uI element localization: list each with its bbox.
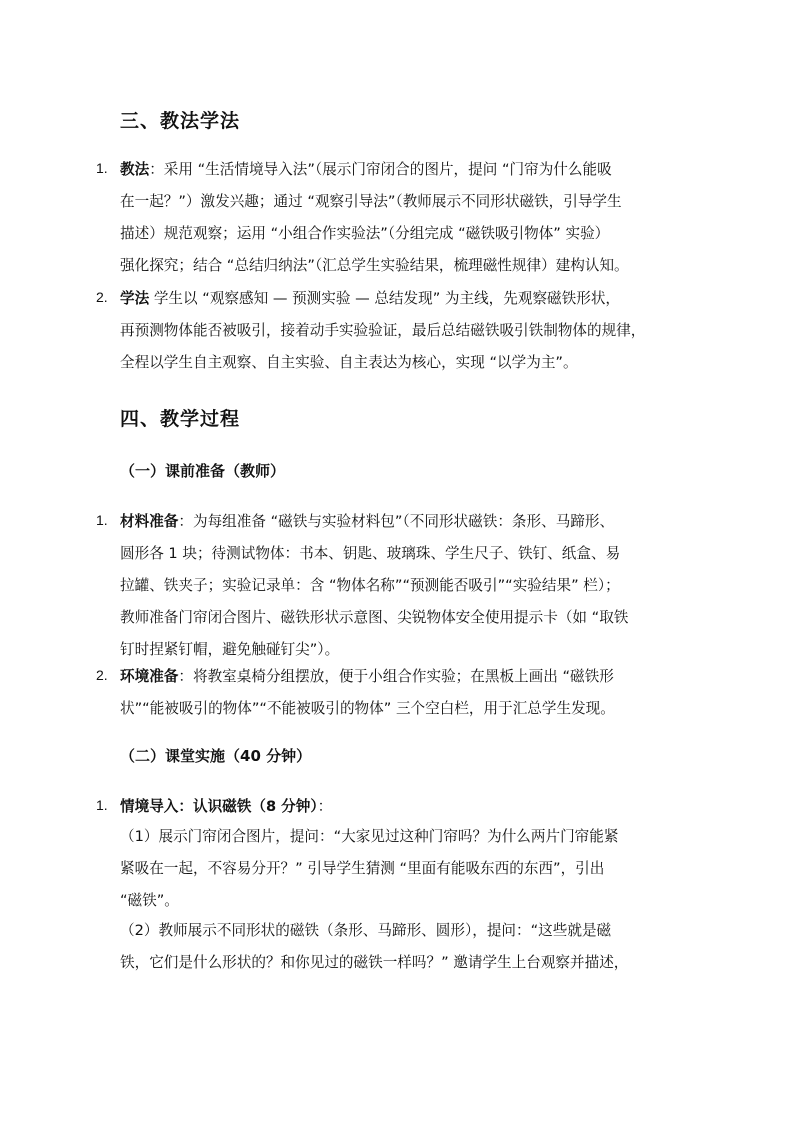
list-number: 2. [96,667,108,683]
item-label: 教法 [120,161,150,178]
item-label: 学法 [120,290,150,307]
list-number: 2. [96,289,108,305]
text-line: 钉时捏紧钉帽，避免触碰钉尖”）。 [120,641,340,658]
list-number: 1. [96,797,108,813]
item-label: 情境导入：认识磁铁（8 分钟） [120,798,318,815]
list-number: 1. [96,512,108,528]
text-line: “磁铁”。 [120,892,179,909]
text-line: 再预测物体能否被吸引，接着动手实验验证，最后总结磁铁吸引铁制物体的规律， [120,322,646,339]
text-line: 强化探究；结合 “总结归纳法”（汇总学生实验结果，梳理磁性规律）建构认知。 [120,257,629,274]
text-line: 教师准备门帘闭合图片、磁铁形状示意图、尖锐物体安全使用提示卡（如 “取铁 [120,609,629,626]
text-line: 铁，它们是什么形状的？和你见过的磁铁一样吗？” 邀请学生上台观察并描述， [120,954,629,971]
text-line: 拉罐、铁夹子；实验记录单：含 “物体名称”“预测能否吸引”“实验结果” 栏）； [120,577,620,594]
text-line: 在一起？”）激发兴趣；通过 “观察引导法”（教师展示不同形状磁铁，引导学生 [120,193,622,210]
list-number: 1. [96,160,108,176]
text-line: 学法 学生以 “观察感知 — 预测实验 — 总结发现” 为主线，先观察磁铁形状， [120,290,621,307]
text-line: （1）展示门帘闭合图片，提问：“大家见过这种门帘吗？为什么两片门帘能紧 [120,828,619,845]
text-line: 教法：采用 “生活情境导入法”（展示门帘闭合的图片，提问 “门帘为什么能吸 [120,161,612,178]
section-heading-teaching-process: 四、教学过程 [120,408,241,430]
text-line: 材料准备：为每组准备 “磁铁与实验材料包”（不同形状磁铁：条形、马蹄形、 [120,513,615,530]
subsection-heading-classroom: （二）课堂实施（40 分钟） [120,747,312,765]
section-heading-teaching-methods: 三、教法学法 [120,110,241,132]
item-label: 材料准备 [120,513,179,530]
text-line: 圆形各 1 块；待测试物体：书本、钥匙、玻璃珠、学生尺子、铁钉、纸盒、易 [120,545,621,562]
text-line: 状”“能被吸引的物体”“不能被吸引的物体” 三个空白栏，用于汇总学生发现。 [120,700,615,717]
text-line: 全程以学生自主观察、自主实验、自主表达为核心，实现 “以学为主”。 [120,354,578,371]
text-line: 紧吸在一起，不容易分开？” 引导学生猜测 “里面有能吸东西的东西”，引出 [120,860,605,877]
subsection-heading-preparation: （一）课前准备（教师） [120,462,286,480]
text-line: 描述）规范观察；运用 “小组合作实验法”（分组完成 “磁铁吸引物体” 实验） [120,225,610,242]
item-label: 环境准备 [120,668,179,685]
text-line: （2）教师展示不同形状的磁铁（条形、马蹄形、圆形），提问：“这些就是磁 [120,922,612,939]
text-line: 情境导入：认识磁铁（8 分钟）： [120,798,333,815]
text-line: 环境准备：将教室桌椅分组摆放，便于小组合作实验；在黑板上画出 “磁铁形 [120,668,614,685]
